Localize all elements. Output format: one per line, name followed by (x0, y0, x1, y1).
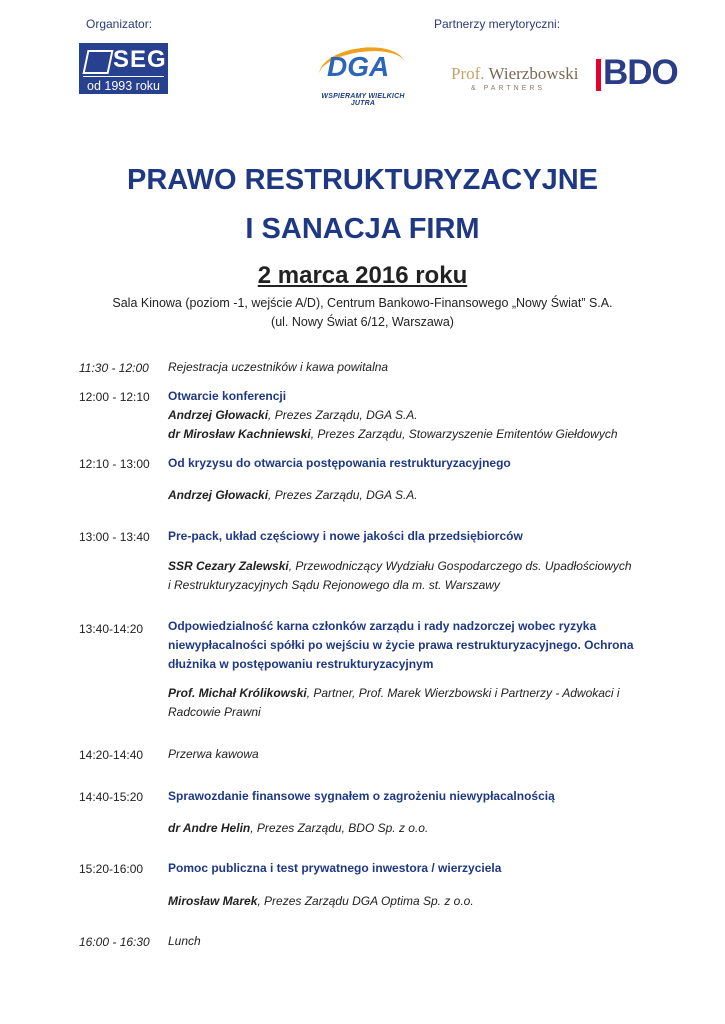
agenda-title: Pre-pack, układ częściowy i nowe jakości dla przedsiębiorców (168, 529, 523, 543)
agenda-time: 12:10 - 13:00 (79, 457, 150, 471)
agenda-title: Rejestracja uczestników i kawa powitalna (168, 360, 389, 374)
agenda-time: 15:20-16:00 (79, 862, 144, 876)
agenda-speaker (168, 819, 648, 838)
agenda-speaker (168, 557, 648, 595)
bdo-logo-name: BDO (603, 53, 678, 92)
agenda-title-line: niewypłacalności spółki po wejściu w życie prawa restrukturyzacyjnego. Ochrona (168, 638, 634, 652)
event-date-text: 2 marca 2016 roku (257, 262, 468, 289)
speaker-role: , Prezes Zarządu, DGA S.A. (268, 408, 418, 422)
speaker-role: , Partner, Prof. Marek Wierzbowski i Partnerzy - Adwokaci i (306, 686, 620, 700)
agenda-title (168, 617, 638, 674)
dga-logo-name: DGA (327, 51, 390, 82)
wierzbowski-logo-sub: & PARTNERS (471, 85, 546, 92)
bdo-logo (596, 54, 688, 92)
seg-mark-icon (82, 50, 113, 74)
agenda-speaker (168, 486, 648, 505)
agenda-time: 13:40-14:20 (79, 622, 144, 636)
agenda-time: 13:00 - 13:40 (79, 530, 150, 544)
agenda-time: 11:30 - 12:00 (79, 361, 149, 375)
speaker-role: , Prezes Zarządu, BDO Sp. z o.o. (250, 821, 429, 835)
speaker-role: , Prezes Zarządu, DGA S.A. (268, 488, 418, 502)
bdo-bar-icon (596, 59, 601, 91)
wierzbowski-logo (451, 64, 579, 92)
organizer-label: Organizator: (86, 17, 153, 31)
seg-logo (79, 43, 168, 94)
seg-logo-name: SEG (113, 46, 167, 73)
speaker-role: i Restrukturyzacyjnych Sądu Rejonowego dla m. st. Warszawy (168, 578, 500, 592)
agenda-title-line: dłużnika w postępowaniu restrukturyzacyjnym (168, 657, 434, 671)
speaker-name: dr Mirosław Kachniewski (168, 427, 311, 441)
dga-logo-tagline: WSPIERAMY WIELKICH JUTRA (321, 93, 405, 107)
speaker-name: dr Andre Helin (168, 821, 251, 835)
agenda-title-line: Odpowiedzialność karna członków zarządu i rady nadzorczej wobec ryzyka (168, 619, 597, 633)
wierzbowski-logo-name: Wierzbowski (488, 64, 579, 83)
agenda-speaker (168, 892, 648, 911)
dga-logo (313, 48, 413, 106)
agenda-time: 12:00 - 12:10 (79, 390, 150, 404)
speaker-name: Andrzej Głowacki (168, 408, 269, 422)
agenda-title: Przerwa kawowa (168, 747, 259, 761)
seg-logo-since: od 1993 roku (83, 76, 164, 93)
page-title-line1: PRAWO RESTRUKTURYZACYJNE (126, 164, 598, 196)
venue-line2: (ul. Nowy Świat 6/12, Warszawa) (271, 315, 454, 329)
wierzbowski-logo-prefix: Prof. (451, 64, 485, 83)
speaker-role: , Prezes Zarządu DGA Optima Sp. z o.o. (257, 894, 474, 908)
agenda-time: 14:20-14:40 (79, 748, 144, 762)
speaker-name: SSR Cezary Zalewski (168, 559, 289, 573)
speaker-name: Andrzej Głowacki (168, 488, 269, 502)
venue-line1: Sala Kinowa (poziom -1, wejście A/D), Centrum Bankowo-Finansowego „Nowy Świat” S.A. (112, 296, 613, 310)
event-date (0, 262, 725, 290)
agenda-speaker (168, 684, 648, 722)
speaker-role: , Prezes Zarządu, Stowarzyszenie Emitentów Giełdowych (310, 427, 618, 441)
agenda-item (168, 387, 648, 444)
speaker-name: Prof. Michał Królikowski (168, 686, 307, 700)
speaker-role: Radcowie Prawni (168, 705, 261, 719)
speaker-name: Mirosław Marek (168, 894, 258, 908)
page-title-line2: I SANACJA FIRM (245, 213, 480, 245)
agenda-title: Od kryzysu do otwarcia postępowania restrukturyzacyjnego (168, 456, 511, 470)
agenda-title: Lunch (168, 934, 201, 948)
agenda-title: Pomoc publiczna i test prywatnego inwestora / wierzyciela (168, 861, 502, 875)
speaker-role: , Przewodniczący Wydziału Gospodarczego ds. Upadłościowych (288, 559, 632, 573)
agenda-title: Otwarcie konferencji (168, 389, 287, 403)
partners-label: Partnerzy merytoryczni: (434, 17, 561, 31)
agenda-time: 16:00 - 16:30 (79, 935, 150, 949)
agenda-time: 14:40-15:20 (79, 790, 144, 804)
agenda-title: Sprawozdanie finansowe sygnałem o zagrożeniu niewypłacalnością (168, 789, 555, 803)
